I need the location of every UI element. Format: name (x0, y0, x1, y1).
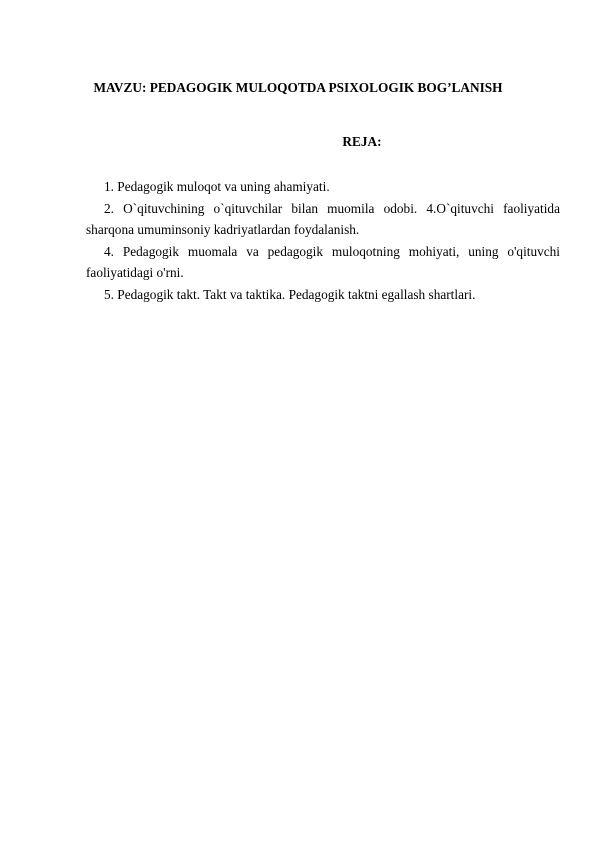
plan-heading (0, 134, 596, 150)
plan-item: 2. O`qituvchining o`qituvchilar bilan muomila odobi. 4.O`qituvchi faoliyatida sharqona umuminsoniy kadriyatlardan foydalanish. (86, 200, 560, 237)
plan-heading-text: REJA: (342, 134, 382, 149)
plan-item: 5. Pedagogik takt. Takt va taktika. Pedagogik taktni egallash shartlari. (104, 286, 476, 302)
page-title: MAVZU: PEDAGOGIK MULOQOTDA PSIXOLOGIK BOG’LANISH (93, 80, 503, 95)
plan-item: 1. Pedagogik muloqot va uning ahamiyati. (104, 179, 330, 194)
plan-item: 4. Pedagogik muomala va pedagogik muloqotning mohiyati, uning o'qituvchi faoliyatidagi o'rni. (86, 243, 560, 280)
plan-list (86, 176, 560, 305)
